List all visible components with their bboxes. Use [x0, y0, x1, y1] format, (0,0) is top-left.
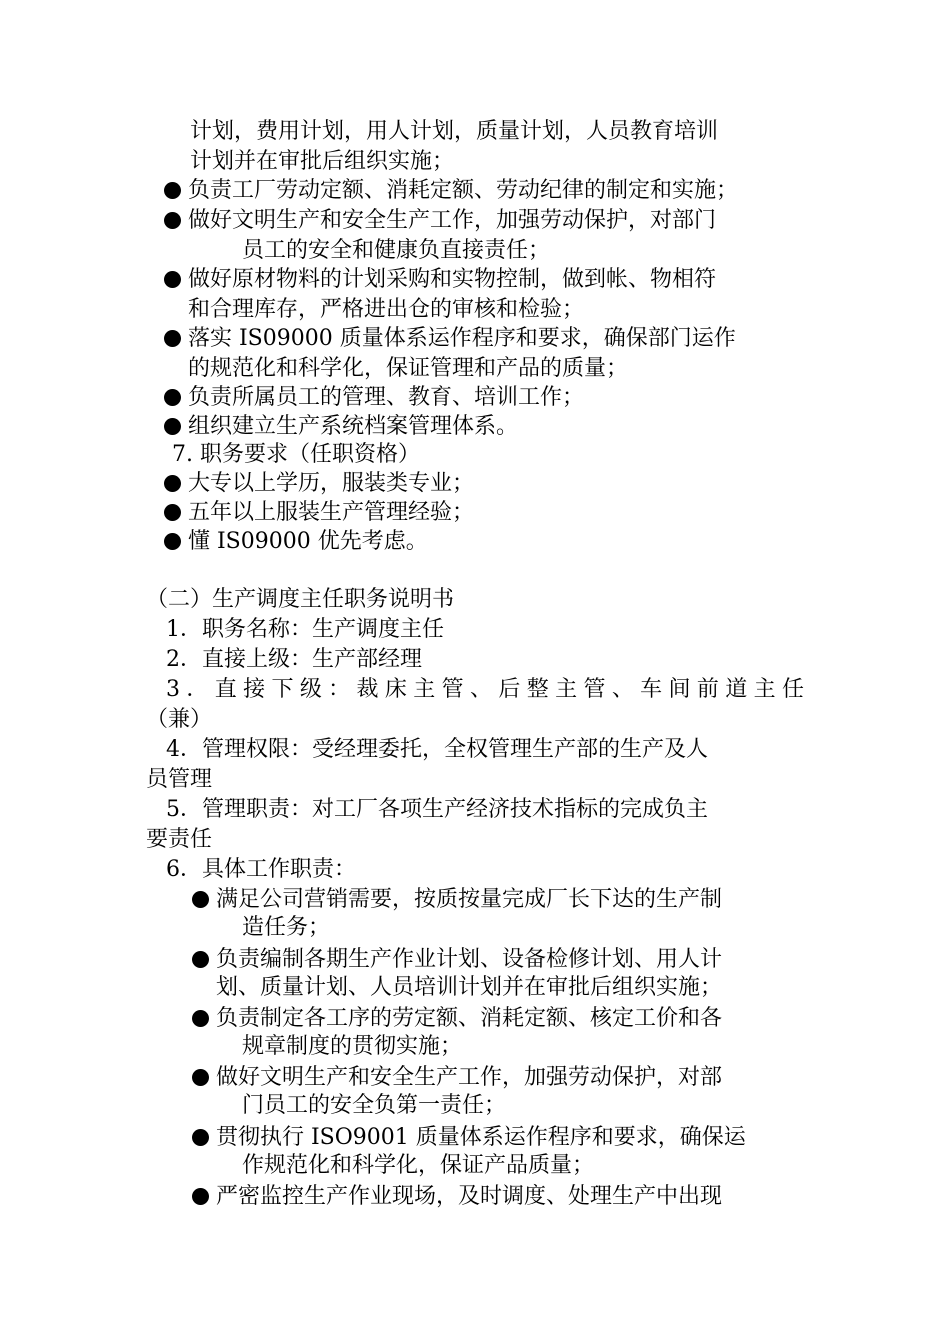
- bullet-icon: [192, 1129, 209, 1146]
- bullet-icon: [164, 389, 181, 406]
- item-job-title: 1．职务名称：生产调度主任: [166, 617, 444, 642]
- requirement-item-1: 大专以上学历，服装类专业；: [188, 471, 475, 496]
- item-duties-heading: 6．具体工作职责：: [166, 857, 356, 882]
- bullet-icon: [192, 1188, 209, 1205]
- duty-2-2-line-2: 划、质量计划、人员培训计划并在审批后组织实施；: [216, 975, 723, 1000]
- bullet-icon: [164, 475, 181, 492]
- bullet-icon: [164, 182, 181, 199]
- bullet-icon: [192, 1069, 209, 1086]
- duty-2-6-line-1: 严密监控生产作业现场，及时调度、处理生产中出现: [216, 1184, 723, 1209]
- bullet-icon: [164, 212, 181, 229]
- bullet-icon: [164, 418, 181, 435]
- requirement-item-3: 懂 IS09000 优先考虑。: [188, 529, 428, 554]
- item-responsibility-line-1: 5．管理职责：对工厂各项生产经济技术指标的完成负主: [166, 797, 708, 822]
- duty-item-6: 组织建立生产系统档案管理体系。: [188, 414, 519, 439]
- item-supervisor: 2．直接上级：生产部经理: [166, 647, 422, 672]
- continuation-line-1: 计划，费用计划，用人计划，质量计划，人员教育培训: [190, 119, 719, 144]
- bullet-icon: [192, 891, 209, 908]
- duty-2-1-line-1: 满足公司营销需要，按质按量完成厂长下达的生产制: [216, 887, 723, 912]
- duty-item-5: 负责所属员工的管理、教育、培训工作；: [188, 385, 585, 410]
- item-responsibility-line-2: 要责任: [146, 827, 213, 852]
- continuation-line-2: 计划并在审批后组织实施；: [190, 149, 455, 174]
- bullet-icon: [164, 330, 181, 347]
- bullet-icon: [164, 504, 181, 521]
- duty-2-4-line-2: 门员工的安全负第一责任；: [242, 1093, 507, 1118]
- section-title: （二）生产调度主任职务说明书: [146, 587, 455, 612]
- duty-2-5-line-2: 作规范化和科学化，保证产品质量；: [242, 1153, 595, 1178]
- item-subordinates-line-1: 3．直接下级：裁床主管、后整主管、车间前道主任: [166, 677, 804, 702]
- duty-item-1: 负责工厂劳动定额、消耗定额、劳动纪律的制定和实施；: [188, 178, 739, 203]
- duty-item-4-line-1: 落实 IS09000 质量体系运作程序和要求，确保部门运作: [188, 326, 736, 351]
- requirements-heading: 7. 职务要求（任职资格）: [172, 442, 420, 467]
- bullet-icon: [164, 271, 181, 288]
- duty-2-3-line-2: 规章制度的贯彻实施；: [242, 1034, 463, 1059]
- duty-item-4-line-2: 的规范化和科学化，保证管理和产品的质量；: [188, 356, 629, 381]
- duty-item-2-line-2: 员工的安全和健康负直接责任；: [242, 238, 551, 263]
- requirement-item-2: 五年以上服装生产管理经验；: [188, 500, 475, 525]
- duty-2-4-line-1: 做好文明生产和安全生产工作，加强劳动保护，对部: [216, 1065, 723, 1090]
- item-authority-line-2: 员管理: [146, 767, 213, 792]
- item-subordinates-line-2: （兼）: [146, 707, 213, 732]
- duty-2-2-line-1: 负责编制各期生产作业计划、设备检修计划、用人计: [216, 947, 723, 972]
- bullet-icon: [192, 951, 209, 968]
- duty-2-5-line-1: 贯彻执行 ISO9001 质量体系运作程序和要求，确保运: [216, 1125, 746, 1150]
- duty-item-3-line-1: 做好原材物料的计划采购和实物控制，做到帐、物相符: [188, 267, 717, 292]
- duty-2-1-line-2: 造任务；: [242, 915, 331, 940]
- bullet-icon: [164, 533, 181, 550]
- duty-2-3-line-1: 负责制定各工序的劳定额、消耗定额、核定工价和各: [216, 1006, 723, 1031]
- duty-item-2-line-1: 做好文明生产和安全生产工作，加强劳动保护，对部门: [188, 208, 717, 233]
- item-authority-line-1: 4．管理权限：受经理委托，全权管理生产部的生产及人: [166, 737, 708, 762]
- duty-item-3-line-2: 和合理库存，严格进出仓的审核和检验；: [188, 297, 585, 322]
- bullet-icon: [192, 1010, 209, 1027]
